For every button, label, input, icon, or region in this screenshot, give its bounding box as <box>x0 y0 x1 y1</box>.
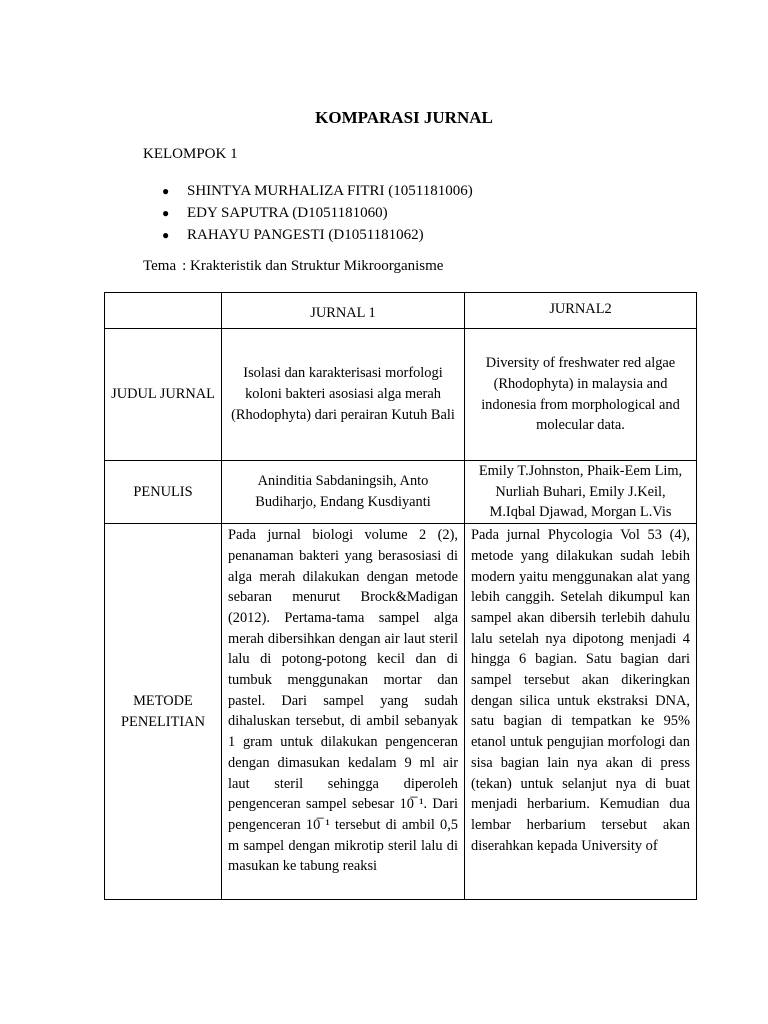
bullet-icon: ● <box>162 184 170 198</box>
table-row <box>105 329 697 461</box>
cell-judul-jurnal1: Isolasi dan karakterisasi morfologi koloni bakteri asosiasi alga merah (Rhodophyta) dari perairan Kutuh Bali <box>222 329 465 461</box>
member-list <box>162 180 473 246</box>
header-cell-jurnal1: JURNAL 1 <box>222 293 465 329</box>
metode-text-jurnal2: Pada jurnal Phycologia Vol 53 (4), metode yang dilakukan sudah lebih modern yaitu menggunakan alat yang lebih canggih. Setelah dikumpul kan sampel akan dibersih terlebih dahulu lalu setelah nya dipotong menjadi 4 hingga 6 bagian. Satu bagian dari sampel tersebut akan dikeringkan dengan silica untuk ekstraksi DNA, satu bagian di tempatkan ke 95% etanol untuk pengujian morfologi dan sisa bagian lain nya akan di press (tekan) untuk selanjut nya di buat menjadi herbarium. Kemudian dua lembar herbarium tersebut akan diserahkan kepada University of <box>471 527 690 854</box>
table-row <box>105 524 697 900</box>
cell-penulis-jurnal1: Aninditia Sabdaningsih, Anto Budiharjo, Endang Kusdiyanti <box>222 461 465 524</box>
member-item <box>162 180 473 202</box>
theme-value: : Krakteristik dan Struktur Mikroorganisme <box>182 258 444 274</box>
metode-text-jurnal1: Pada jurnal biologi volume 2 (2), penanaman bakteri yang berasosiasi di alga merah dilakukan dengan metode sebaran menurut Brock&Madigan (2012). Pertama-tama sampel alga merah dibersihkan dengan air laut steril lalu di potong-potong kecil dan di tumbuk menggunakan mortar dan pastel. Dari sampel yang sudah dihaluskan tersebut, di ambil sebanyak 1 gram untuk dilakukan pengenceran dengan dimasukan kedalam 9 ml air laut steril sehingga diperoleh pengenceran sampel sebesar 10̅ ¹. Dari pengenceran 10̅ ¹ tersebut di ambil 0,5 m sampel dengan mikrotip steril lalu di masukan ke tabung reaksi <box>228 527 458 875</box>
comparison-table <box>104 292 697 900</box>
theme-label: Tema <box>143 258 177 274</box>
bullet-icon: ● <box>162 228 170 242</box>
cell-judul-jurnal2: Diversity of freshwater red algae (Rhodophyta) in malaysia and indonesia from morphological and molecular data. <box>465 329 697 461</box>
row-label-penulis: PENULIS <box>105 461 222 524</box>
theme-line <box>143 258 443 275</box>
group-label: KELOMPOK 1 <box>143 146 238 162</box>
member-name: SHINTYA MURHALIZA FITRI (1051181006) <box>187 183 473 199</box>
member-name: RAHAYU PANGESTI (D1051181062) <box>187 227 424 243</box>
member-item <box>162 224 473 246</box>
bullet-icon: ● <box>162 206 170 220</box>
member-item <box>162 202 473 224</box>
document-title: KOMPARASI JURNAL <box>315 108 493 127</box>
member-name: EDY SAPUTRA (D1051181060) <box>187 205 388 221</box>
header-cell-jurnal2: JURNAL2 <box>465 293 697 329</box>
row-label-metode: METODE PENELITIAN <box>105 524 222 900</box>
cell-metode-jurnal1 <box>222 524 465 900</box>
header-cell-empty <box>105 293 222 329</box>
row-label-judul: JUDUL JURNAL <box>105 329 222 461</box>
table-header-row <box>105 293 697 329</box>
cell-metode-jurnal2 <box>465 524 697 900</box>
cell-penulis-jurnal2: Emily T.Johnston, Phaik-Eem Lim, Nurliah Buhari, Emily J.Keil, M.Iqbal Djawad, Morgan L.Vis <box>465 461 697 524</box>
table-row <box>105 461 697 524</box>
